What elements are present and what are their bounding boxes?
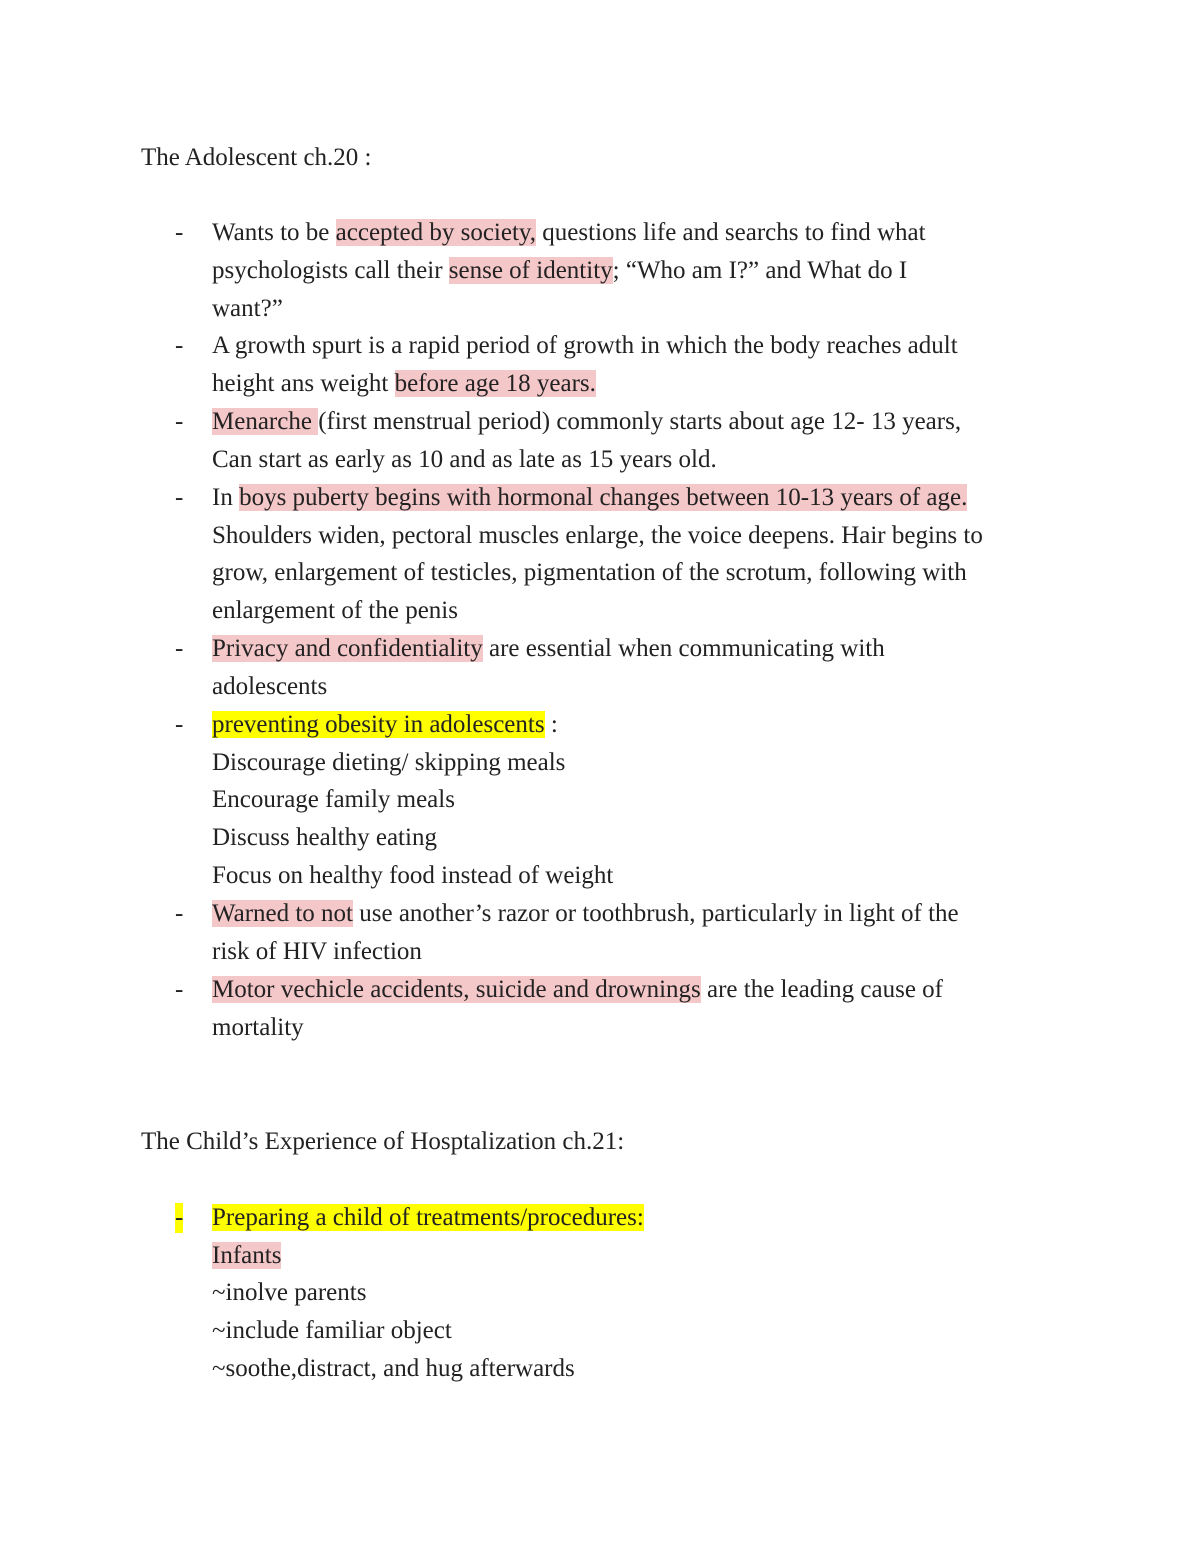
highlight-menarche: Menarche: [212, 408, 319, 435]
list-item-growth-line-1: A growth spurt is a rapid period of growth in which the body reaches adult: [212, 332, 958, 359]
list-item-boys-line-1: In boys puberty begins with hormonal changes between 10-13 years of age.: [212, 484, 968, 511]
bullet-dash: -: [175, 976, 184, 1003]
list-item-boys-line-2: Shoulders widen, pectoral muscles enlarge, the voice deepens. Hair begins to: [212, 522, 983, 549]
highlight-preventing-obesity: preventing obesity in adolescents: [212, 711, 545, 738]
list-item-growth-line-2: height ans weight before age 18 years.: [212, 370, 596, 397]
list-item-razor-line-2: risk of HIV infection: [212, 938, 422, 965]
list-item-mortality-line-1: Motor vechicle accidents, suicide and drownings are the leading cause of: [212, 976, 943, 1003]
highlight-warned-to-not: Warned to not: [212, 900, 354, 927]
infants-tip: ~inolve parents: [212, 1279, 367, 1306]
bullet-dash: -: [175, 711, 184, 738]
bullet-dash: -: [175, 408, 184, 435]
infants-tip: ~include familiar object: [212, 1317, 452, 1344]
infants-tip: ~soothe,distract, and hug afterwards: [212, 1355, 575, 1382]
list-item-identity-line-1: Wants to be accepted by society, questions life and searchs to find what: [212, 219, 926, 246]
list-item-razor-line-1: Warned to not use another’s razor or toothbrush, particularly in light of the: [212, 900, 959, 927]
list-item-identity-line-3: want?”: [212, 295, 283, 322]
highlight-boys-puberty: boys puberty begins with hormonal changes between 10-13 years of age.: [239, 484, 968, 511]
obesity-tip: Encourage family meals: [212, 786, 455, 813]
bullet-dash: -: [175, 219, 184, 246]
list-item-identity-line-2: psychologists call their sense of identity; “Who am I?” and What do I: [212, 257, 908, 284]
bullet-dash: -: [175, 635, 184, 662]
infants-label-line: [212, 1241, 281, 1271]
list-item-preparing: [212, 1203, 644, 1233]
list-item-mortality-line-2: mortality: [212, 1014, 304, 1041]
bullet-dash: -: [175, 484, 184, 511]
list-item-boys-line-4: enlargement of the penis: [212, 597, 458, 624]
highlight-privacy: Privacy and confidentiality: [212, 635, 483, 662]
bullet-dash: -: [175, 332, 184, 359]
obesity-tip: Focus on healthy food instead of weight: [212, 862, 614, 889]
highlight-preparing-child: Preparing a child of treatments/procedures:: [212, 1204, 644, 1231]
highlight-infants: Infants: [212, 1242, 282, 1269]
list-item-boys-line-3: grow, enlargement of testicles, pigmentation of the scrotum, following with: [212, 559, 967, 586]
section-heading-hospitalization: The Child’s Experience of Hosptalization ch.21:: [141, 1128, 625, 1155]
section-heading-adolescent: The Adolescent ch.20 :: [141, 144, 372, 171]
bullet-dash: -: [175, 1204, 184, 1231]
obesity-tip: Discuss healthy eating: [212, 824, 437, 851]
list-item-menarche-line-2: Can start as early as 10 and as late as 15 years old.: [212, 446, 717, 473]
obesity-tip: Discourage dieting/ skipping meals: [212, 749, 566, 776]
highlight-motor-vehicle-accidents: Motor vechicle accidents, suicide and drownings: [212, 976, 701, 1003]
highlight-sense-of-identity: sense of identity: [448, 257, 613, 284]
highlight-accepted-by-society: accepted by society,: [335, 219, 537, 246]
bullet-dash: -: [175, 900, 184, 927]
list-item-menarche-line-1: Menarche (first menstrual period) commonly starts about age 12- 13 years,: [212, 408, 962, 435]
highlight-before-age-18: before age 18 years.: [394, 370, 596, 397]
list-item-privacy-line-1: Privacy and confidentiality are essential when communicating with: [212, 635, 885, 662]
list-item-privacy-line-2: adolescents: [212, 673, 328, 700]
list-item-obesity-line-1: preventing obesity in adolescents :: [212, 711, 558, 738]
